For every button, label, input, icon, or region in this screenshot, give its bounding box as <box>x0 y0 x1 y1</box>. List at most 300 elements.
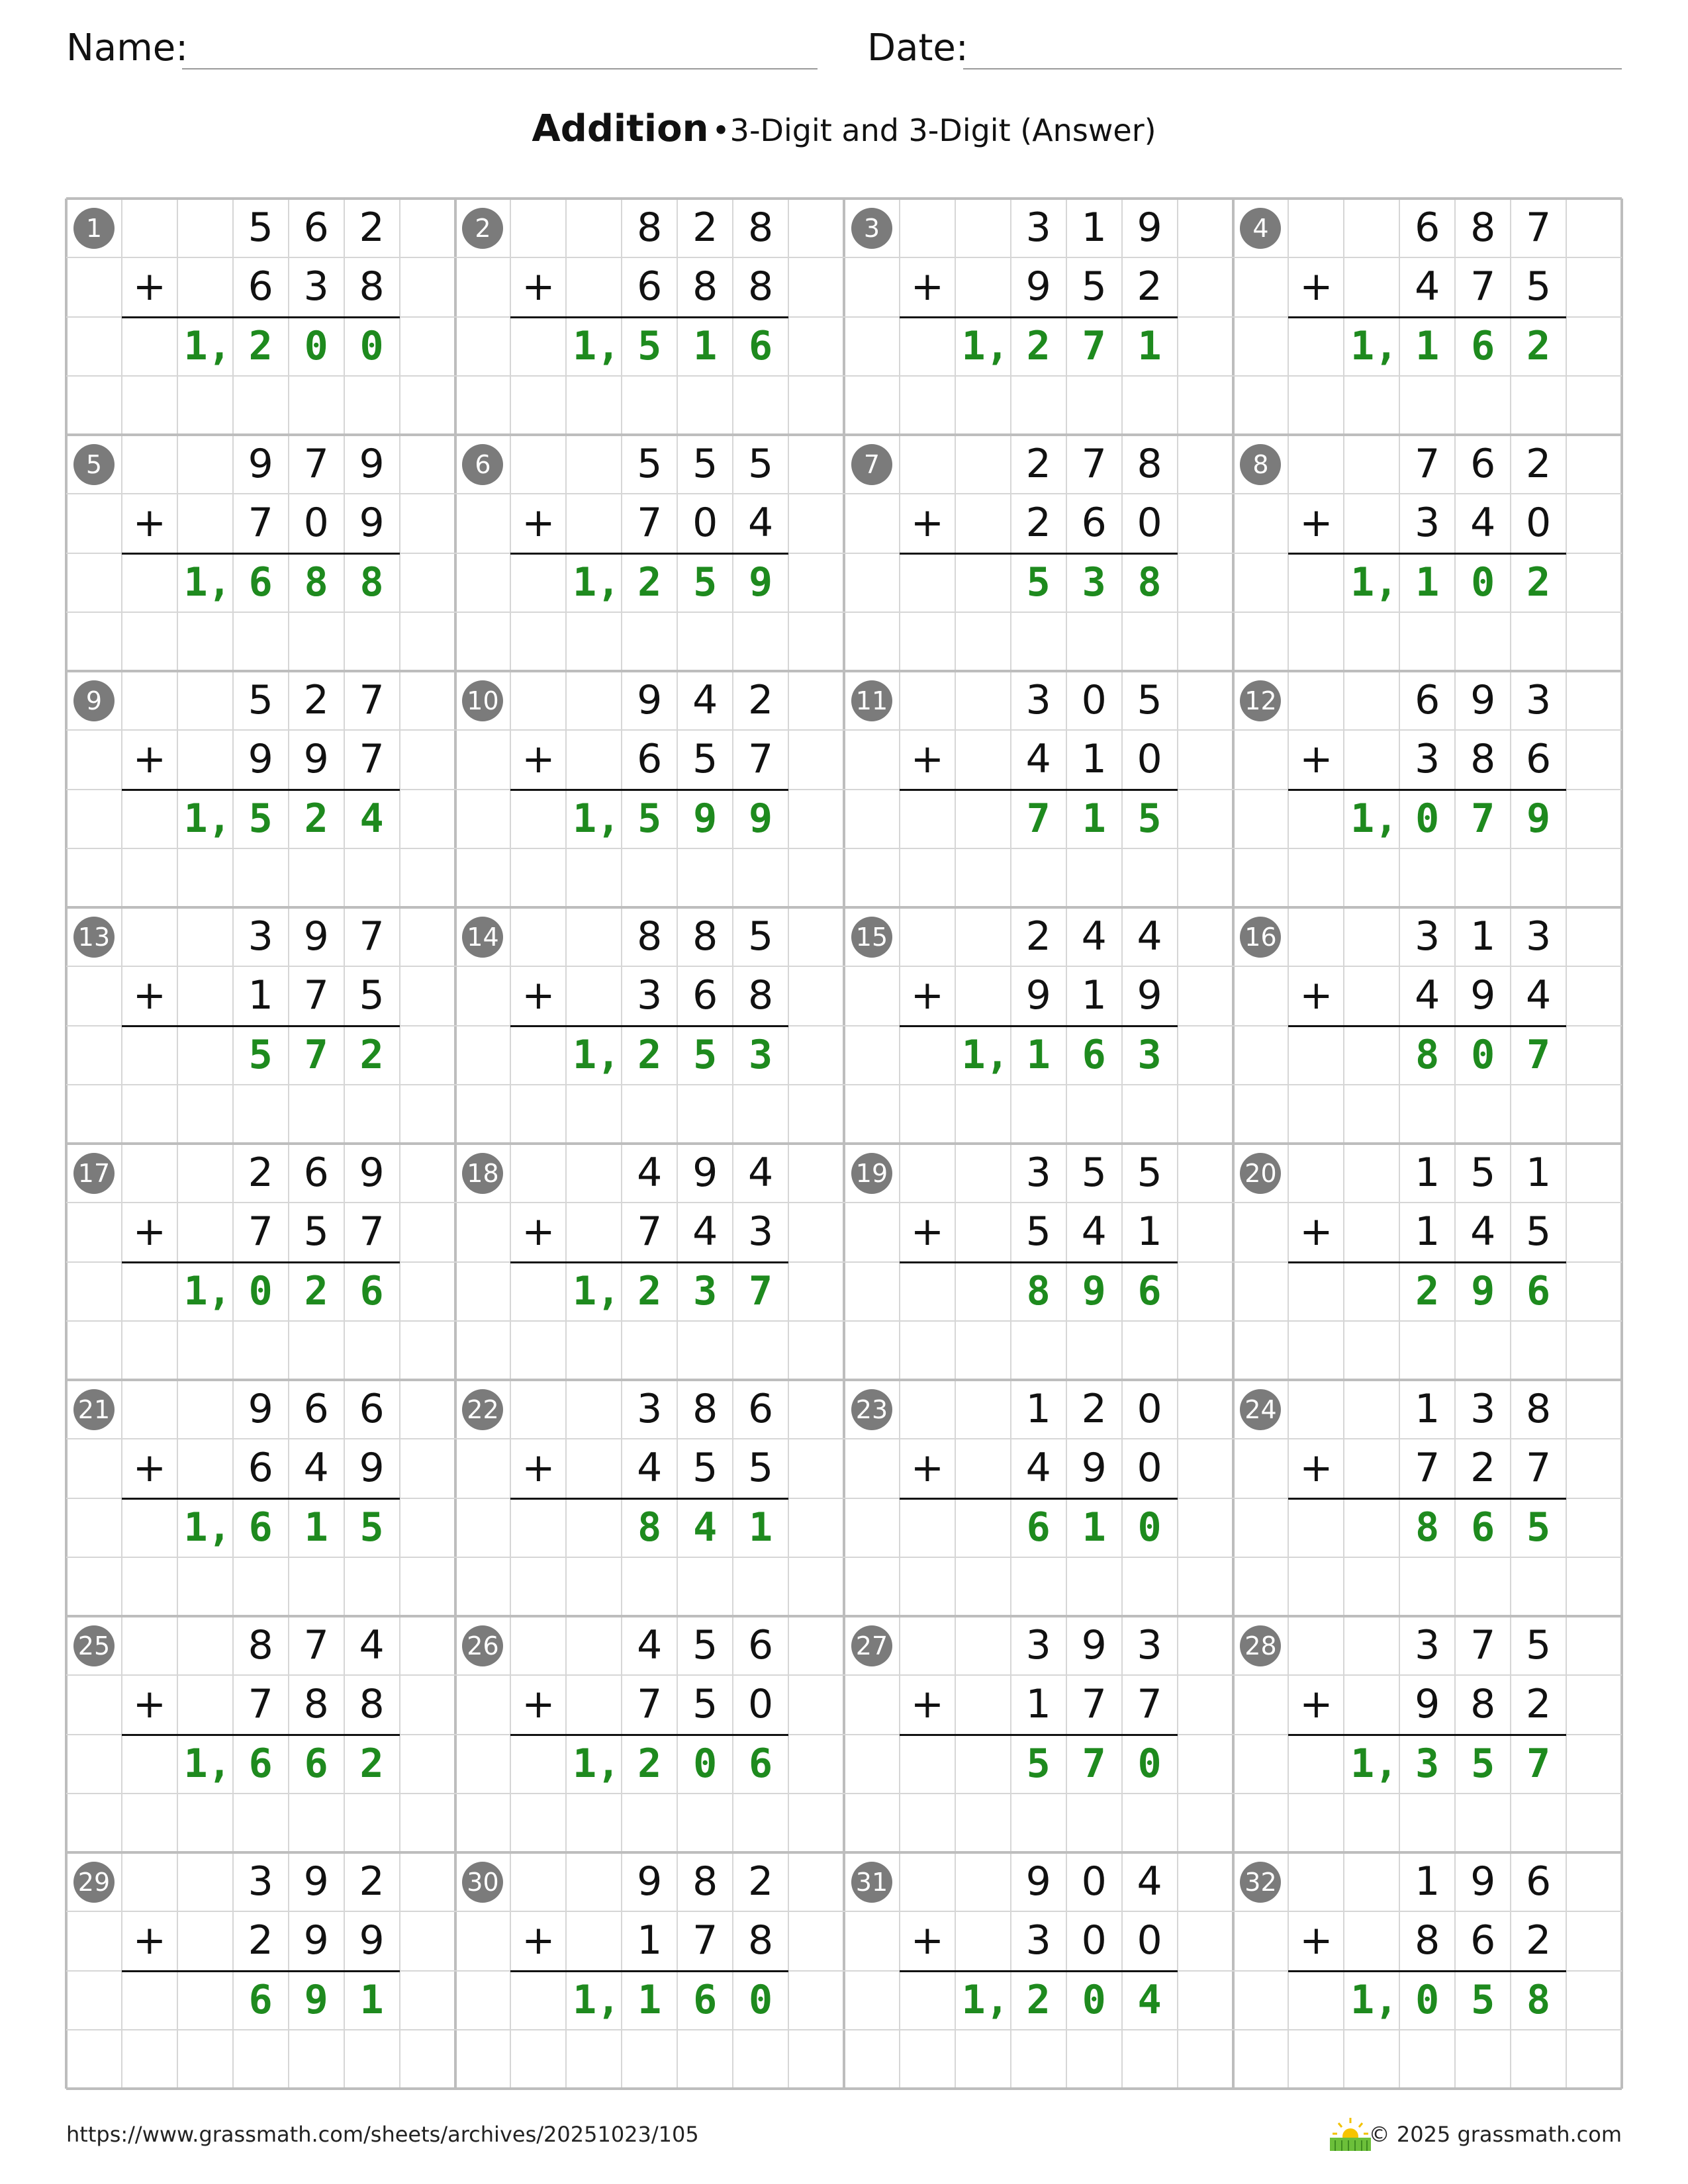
addend-top-digit: 5 <box>1137 1150 1162 1196</box>
addend-top-digit: 3 <box>248 913 273 960</box>
addend-top-digit: 7 <box>303 1622 329 1668</box>
addend-top-digit: 4 <box>692 677 718 723</box>
addend-top-digit: 4 <box>748 1150 774 1196</box>
plus-sign: + <box>910 500 945 547</box>
footer-url[interactable]: https://www.grassmath.com/sheets/archives/20251023/105 <box>66 2122 699 2147</box>
addend-bottom-digit: 0 <box>748 1681 774 1728</box>
addend-top-digit: 4 <box>637 1622 663 1668</box>
addend-top-digit: 6 <box>303 205 329 251</box>
addend-bottom-digit: 6 <box>1470 1917 1496 1964</box>
addend-bottom-digit: 2 <box>1025 500 1051 547</box>
problem-number-badge: 23 <box>851 1389 892 1430</box>
answer-digit: 6 <box>1526 1267 1551 1314</box>
date-line[interactable] <box>963 68 1622 69</box>
addend-top-digit: 6 <box>1415 205 1440 251</box>
problem-number-badge: 11 <box>851 680 892 721</box>
problem-number-badge: 17 <box>73 1153 115 1194</box>
addend-top-digit: 8 <box>692 1858 718 1905</box>
problem-number-badge: 20 <box>1240 1153 1281 1194</box>
problem-number-badge: 7 <box>851 444 892 485</box>
addend-bottom-digit: 7 <box>1137 1681 1162 1728</box>
addend-top-digit: 3 <box>1526 677 1552 723</box>
addend-top-digit: 5 <box>1081 1150 1107 1196</box>
answer-digit: 6 <box>248 1976 273 2023</box>
addend-top-digit: 3 <box>637 1386 663 1432</box>
answer-digit: 1 <box>1137 322 1162 369</box>
addend-top-digit: 8 <box>248 1622 273 1668</box>
answer-digit: 1, <box>183 559 232 606</box>
answer-digit: 5 <box>1471 1740 1495 1787</box>
answer-digit: 8 <box>637 1504 662 1551</box>
name-line[interactable] <box>182 68 818 69</box>
answer-digit: 2 <box>1026 1976 1051 2023</box>
answer-digit: 7 <box>1082 1740 1106 1787</box>
addend-bottom-digit: 8 <box>359 263 385 310</box>
addend-bottom-digit: 5 <box>692 1681 718 1728</box>
answer-digit: 3 <box>1082 559 1106 606</box>
addend-bottom-digit: 7 <box>248 500 273 547</box>
addend-top-digit: 8 <box>692 1386 718 1432</box>
addend-bottom-digit: 0 <box>1137 500 1162 547</box>
addend-top-digit: 7 <box>303 441 329 487</box>
addend-top-digit: 9 <box>248 441 273 487</box>
addend-bottom-digit: 5 <box>692 736 718 783</box>
problem-number-badge: 12 <box>1240 680 1281 721</box>
addend-top-digit: 9 <box>1137 205 1162 251</box>
answer-digit: 8 <box>1026 1267 1051 1314</box>
addend-top-digit: 6 <box>748 1622 774 1668</box>
answer-digit: 6 <box>248 1740 273 1787</box>
answer-digit: 2 <box>637 1031 662 1078</box>
plus-sign: + <box>910 1681 945 1728</box>
problem-number-badge: 25 <box>73 1625 115 1666</box>
problem-number-badge: 21 <box>73 1389 115 1430</box>
problem-number-badge: 24 <box>1240 1389 1281 1430</box>
addend-top-digit: 6 <box>359 1386 385 1432</box>
addend-top-digit: 5 <box>1526 1622 1552 1668</box>
answer-digit: 6 <box>1471 322 1495 369</box>
addend-bottom-digit: 6 <box>692 972 718 1019</box>
answer-digit: 1 <box>1082 795 1106 842</box>
addend-bottom-digit: 9 <box>303 1917 329 1964</box>
addend-top-digit: 3 <box>1025 1150 1051 1196</box>
addend-bottom-digit: 9 <box>1470 972 1496 1019</box>
addend-top-digit: 2 <box>303 677 329 723</box>
answer-digit: 1 <box>1415 322 1440 369</box>
addend-top-digit: 1 <box>1081 205 1107 251</box>
problem-number-badge: 2 <box>462 208 503 249</box>
addend-top-digit: 9 <box>692 1150 718 1196</box>
addend-top-digit: 8 <box>748 205 774 251</box>
plus-sign: + <box>910 1208 945 1255</box>
addend-bottom-digit: 7 <box>637 500 663 547</box>
problem-number-badge: 26 <box>462 1625 503 1666</box>
addend-bottom-digit: 4 <box>1470 1208 1496 1255</box>
sun-over-grass-icon <box>1327 2115 1374 2152</box>
name-label: Name: <box>66 26 189 69</box>
answer-digit: 1, <box>183 795 232 842</box>
addend-top-digit: 7 <box>1526 205 1552 251</box>
addend-top-digit: 3 <box>1415 1622 1440 1668</box>
answer-digit: 7 <box>304 1031 328 1078</box>
problem-number-badge: 16 <box>1240 917 1281 958</box>
addend-bottom-digit: 8 <box>359 1681 385 1728</box>
addend-top-digit: 5 <box>248 205 273 251</box>
problem-number-badge: 9 <box>73 680 115 721</box>
addend-bottom-digit: 9 <box>1415 1681 1440 1728</box>
addend-bottom-digit: 7 <box>637 1681 663 1728</box>
addend-top-digit: 3 <box>1137 1622 1162 1668</box>
problem-number-badge: 6 <box>462 444 503 485</box>
answer-digit: 2 <box>359 1031 384 1078</box>
addend-top-digit: 2 <box>1025 913 1051 960</box>
addend-bottom-digit: 2 <box>1137 263 1162 310</box>
answer-digit: 1, <box>573 322 621 369</box>
addend-bottom-digit: 1 <box>1025 1681 1051 1728</box>
plus-sign: + <box>1299 736 1333 783</box>
answer-digit: 5 <box>637 795 662 842</box>
addend-bottom-digit: 7 <box>748 736 774 783</box>
problem-number-badge: 31 <box>851 1862 892 1903</box>
answer-digit: 5 <box>693 1031 718 1078</box>
addend-bottom-digit: 7 <box>1526 1445 1552 1492</box>
title-separator: • <box>712 113 730 148</box>
plus-sign: + <box>132 263 167 310</box>
problem-number-badge: 22 <box>462 1389 503 1430</box>
plus-sign: + <box>132 1445 167 1492</box>
addend-top-digit: 1 <box>1526 1150 1552 1196</box>
addend-top-digit: 2 <box>248 1150 273 1196</box>
addend-bottom-digit: 8 <box>748 972 774 1019</box>
answer-digit: 2 <box>304 795 328 842</box>
answer-digit: 9 <box>693 795 718 842</box>
plus-sign: + <box>522 1208 555 1255</box>
problem-number-badge: 3 <box>851 208 892 249</box>
addend-top-digit: 0 <box>1081 677 1107 723</box>
addend-bottom-digit: 7 <box>303 972 329 1019</box>
answer-digit: 8 <box>1526 1976 1551 2023</box>
date-label: Date: <box>867 26 968 69</box>
addend-top-digit: 5 <box>748 913 774 960</box>
answer-digit: 1 <box>359 1976 384 2023</box>
addend-bottom-digit: 3 <box>1415 736 1440 783</box>
answer-digit: 1, <box>573 1267 621 1314</box>
addend-bottom-digit: 2 <box>1526 1681 1552 1728</box>
addend-bottom-digit: 3 <box>748 1208 774 1255</box>
plus-sign: + <box>1299 500 1333 547</box>
addend-bottom-digit: 5 <box>1526 1208 1552 1255</box>
addend-bottom-digit: 9 <box>1137 972 1162 1019</box>
addend-top-digit: 3 <box>1025 1622 1051 1668</box>
answer-digit: 0 <box>1137 1740 1162 1787</box>
answer-digit: 1 <box>749 1504 773 1551</box>
answer-digit: 1, <box>573 795 621 842</box>
addend-top-digit: 9 <box>637 677 663 723</box>
problem-number-badge: 18 <box>462 1153 503 1194</box>
plus-sign: + <box>910 972 945 1019</box>
addend-bottom-digit: 5 <box>359 972 385 1019</box>
problem-number-badge: 30 <box>462 1862 503 1903</box>
addend-top-digit: 4 <box>637 1150 663 1196</box>
answer-digit: 1, <box>961 1031 1009 1078</box>
answer-digit: 3 <box>749 1031 773 1078</box>
addend-bottom-digit: 4 <box>1526 972 1552 1019</box>
addend-bottom-digit: 0 <box>692 500 718 547</box>
addend-top-digit: 1 <box>1415 1150 1440 1196</box>
addend-top-digit: 2 <box>748 677 774 723</box>
answer-digit: 1 <box>304 1504 328 1551</box>
addend-top-digit: 6 <box>748 1386 774 1432</box>
answer-digit: 6 <box>1026 1504 1051 1551</box>
addend-bottom-digit: 1 <box>1081 972 1107 1019</box>
addend-top-digit: 3 <box>1025 205 1051 251</box>
addend-top-digit: 5 <box>1470 1150 1496 1196</box>
answer-digit: 0 <box>1415 795 1440 842</box>
problem-number-badge: 27 <box>851 1625 892 1666</box>
answer-digit: 5 <box>1471 1976 1495 2023</box>
answer-digit: 5 <box>248 1031 273 1078</box>
answer-digit: 0 <box>1082 1976 1106 2023</box>
answer-digit: 1, <box>1350 1976 1399 2023</box>
answer-digit: 6 <box>1082 1031 1106 1078</box>
addend-top-digit: 3 <box>1415 913 1440 960</box>
addend-bottom-digit: 8 <box>1415 1917 1440 1964</box>
plus-sign: + <box>522 1681 555 1728</box>
addend-bottom-digit: 7 <box>248 1208 273 1255</box>
answer-digit: 1, <box>183 1267 232 1314</box>
answer-digit: 0 <box>1137 1504 1162 1551</box>
addend-bottom-digit: 6 <box>1526 736 1552 783</box>
problem-number-badge: 4 <box>1240 208 1281 249</box>
answer-digit: 6 <box>248 1504 273 1551</box>
addend-top-digit: 2 <box>1081 1386 1107 1432</box>
plus-sign: + <box>522 972 555 1019</box>
addend-bottom-digit: 4 <box>1415 263 1440 310</box>
plus-sign: + <box>132 736 167 783</box>
addend-top-digit: 7 <box>359 913 385 960</box>
addend-bottom-digit: 8 <box>303 1681 329 1728</box>
addend-top-digit: 9 <box>637 1858 663 1905</box>
problem-number-badge: 1 <box>73 208 115 249</box>
addend-top-digit: 6 <box>1526 1858 1552 1905</box>
plus-sign: + <box>1299 1445 1333 1492</box>
problem-grid <box>66 199 1622 2089</box>
answer-digit: 5 <box>637 322 662 369</box>
addend-bottom-digit: 2 <box>1526 1917 1552 1964</box>
answer-digit: 2 <box>1526 559 1551 606</box>
addend-top-digit: 5 <box>248 677 273 723</box>
addend-bottom-digit: 4 <box>303 1445 329 1492</box>
answer-digit: 9 <box>1082 1267 1106 1314</box>
problem-number-badge: 14 <box>462 917 503 958</box>
answer-digit: 9 <box>304 1976 328 2023</box>
answer-digit: 2 <box>637 1740 662 1787</box>
answer-digit: 1, <box>1350 559 1399 606</box>
addend-top-digit: 2 <box>359 1858 385 1905</box>
addend-bottom-digit: 9 <box>359 500 385 547</box>
addend-top-digit: 5 <box>1137 677 1162 723</box>
addend-top-digit: 9 <box>303 913 329 960</box>
addend-bottom-digit: 4 <box>692 1208 718 1255</box>
addend-top-digit: 5 <box>692 441 718 487</box>
answer-digit: 4 <box>1137 1976 1162 2023</box>
answer-digit: 3 <box>693 1267 718 1314</box>
addend-bottom-digit: 1 <box>1081 736 1107 783</box>
addend-bottom-digit: 7 <box>1081 1681 1107 1728</box>
answer-digit: 0 <box>1415 1976 1440 2023</box>
answer-digit: 7 <box>1526 1031 1551 1078</box>
answer-digit: 8 <box>1415 1031 1440 1078</box>
answer-digit: 3 <box>1415 1740 1440 1787</box>
addend-bottom-digit: 9 <box>1081 1445 1107 1492</box>
plus-sign: + <box>522 1445 555 1492</box>
answer-digit: 1, <box>183 1504 232 1551</box>
addend-top-digit: 9 <box>303 1858 329 1905</box>
addend-top-digit: 2 <box>1025 441 1051 487</box>
addend-top-digit: 2 <box>748 1858 774 1905</box>
addend-bottom-digit: 9 <box>359 1917 385 1964</box>
plus-sign: + <box>132 1208 167 1255</box>
plus-sign: + <box>132 1681 167 1728</box>
plus-sign: + <box>910 1917 945 1964</box>
answer-digit: 1, <box>573 559 621 606</box>
addend-top-digit: 8 <box>1470 205 1496 251</box>
answer-digit: 5 <box>693 559 718 606</box>
answer-digit: 2 <box>1415 1267 1440 1314</box>
addend-bottom-digit: 1 <box>637 1917 663 1964</box>
addend-top-digit: 3 <box>1526 913 1552 960</box>
answer-digit: 6 <box>1137 1267 1162 1314</box>
plus-sign: + <box>1299 972 1333 1019</box>
plus-sign: + <box>132 972 167 1019</box>
addend-bottom-digit: 0 <box>1137 736 1162 783</box>
addend-top-digit: 1 <box>1415 1386 1440 1432</box>
grid-row-line <box>66 2087 1622 2090</box>
addend-top-digit: 7 <box>1081 441 1107 487</box>
answer-digit: 5 <box>248 795 273 842</box>
worksheet-title <box>0 106 1688 161</box>
answer-digit: 9 <box>1471 1267 1495 1314</box>
plus-sign: + <box>910 736 945 783</box>
answer-digit: 2 <box>359 1740 384 1787</box>
answer-digit: 7 <box>749 1267 773 1314</box>
problem-number-badge: 32 <box>1240 1862 1281 1903</box>
answer-digit: 1 <box>693 322 718 369</box>
addend-bottom-digit: 0 <box>303 500 329 547</box>
addend-top-digit: 3 <box>248 1858 273 1905</box>
answer-digit: 2 <box>637 559 662 606</box>
answer-digit: 1 <box>1415 559 1440 606</box>
plus-sign: + <box>1299 1917 1333 1964</box>
addend-bottom-digit: 6 <box>248 263 273 310</box>
addend-top-digit: 4 <box>1137 1858 1162 1905</box>
addend-top-digit: 2 <box>692 205 718 251</box>
answer-digit: 5 <box>1137 795 1162 842</box>
addend-bottom-digit: 0 <box>1081 1917 1107 1964</box>
plus-sign: + <box>132 1917 167 1964</box>
answer-digit: 9 <box>1526 795 1551 842</box>
addend-top-digit: 6 <box>1470 441 1496 487</box>
addend-bottom-digit: 7 <box>359 1208 385 1255</box>
problem-number-badge: 10 <box>462 680 503 721</box>
addend-top-digit: 4 <box>359 1622 385 1668</box>
plus-sign: + <box>132 500 167 547</box>
addend-bottom-digit: 3 <box>303 263 329 310</box>
answer-digit: 1, <box>961 1976 1009 2023</box>
answer-digit: 2 <box>248 322 273 369</box>
problem-number-badge: 8 <box>1240 444 1281 485</box>
plus-sign: + <box>522 736 555 783</box>
answer-digit: 7 <box>1471 795 1495 842</box>
answer-digit: 4 <box>359 795 384 842</box>
addend-bottom-digit: 4 <box>748 500 774 547</box>
answer-digit: 0 <box>693 1740 718 1787</box>
answer-digit: 8 <box>359 559 384 606</box>
addend-bottom-digit: 2 <box>1470 1445 1496 1492</box>
addend-bottom-digit: 3 <box>1415 500 1440 547</box>
answer-digit: 0 <box>749 1976 773 2023</box>
answer-digit: 2 <box>637 1267 662 1314</box>
addend-top-digit: 3 <box>1025 677 1051 723</box>
plus-sign: + <box>1299 1208 1333 1255</box>
addend-bottom-digit: 9 <box>1025 972 1051 1019</box>
answer-digit: 1, <box>183 322 232 369</box>
addend-bottom-digit: 4 <box>1415 972 1440 1019</box>
plus-sign: + <box>910 1445 945 1492</box>
addend-bottom-digit: 6 <box>248 1445 273 1492</box>
addend-top-digit: 9 <box>1081 1622 1107 1668</box>
addend-bottom-digit: 5 <box>1025 1208 1051 1255</box>
answer-digit: 5 <box>1526 1504 1551 1551</box>
addend-bottom-digit: 5 <box>1081 263 1107 310</box>
addend-top-digit: 8 <box>1137 441 1162 487</box>
addend-bottom-digit: 4 <box>1470 500 1496 547</box>
addend-top-digit: 8 <box>637 913 663 960</box>
addend-bottom-digit: 2 <box>248 1917 273 1964</box>
addend-bottom-digit: 1 <box>248 972 273 1019</box>
answer-digit: 1, <box>573 1976 621 2023</box>
addend-bottom-digit: 4 <box>637 1445 663 1492</box>
answer-digit: 0 <box>248 1267 273 1314</box>
addend-bottom-digit: 7 <box>1470 263 1496 310</box>
answer-digit: 6 <box>1471 1504 1495 1551</box>
answer-digit: 7 <box>1526 1740 1551 1787</box>
addend-bottom-digit: 9 <box>359 1445 385 1492</box>
plus-sign: + <box>910 263 945 310</box>
addend-top-digit: 0 <box>1137 1386 1162 1432</box>
answer-digit: 7 <box>1082 322 1106 369</box>
addend-top-digit: 1 <box>1415 1858 1440 1905</box>
addend-bottom-digit: 1 <box>1415 1208 1440 1255</box>
addend-bottom-digit: 7 <box>1415 1445 1440 1492</box>
answer-digit: 0 <box>1471 559 1495 606</box>
addend-top-digit: 9 <box>359 441 385 487</box>
answer-digit: 6 <box>359 1267 384 1314</box>
addend-top-digit: 0 <box>1081 1858 1107 1905</box>
addend-top-digit: 6 <box>303 1386 329 1432</box>
answer-digit: 8 <box>1415 1504 1440 1551</box>
addend-top-digit: 9 <box>248 1386 273 1432</box>
answer-digit: 2 <box>1526 322 1551 369</box>
addend-bottom-digit: 8 <box>692 263 718 310</box>
answer-digit: 1 <box>1082 1504 1106 1551</box>
addend-bottom-digit: 0 <box>1526 500 1552 547</box>
addend-bottom-digit: 1 <box>1137 1208 1162 1255</box>
addend-bottom-digit: 0 <box>1137 1917 1162 1964</box>
addend-top-digit: 4 <box>1137 913 1162 960</box>
addend-top-digit: 2 <box>1526 441 1552 487</box>
answer-digit: 1, <box>573 1031 621 1078</box>
